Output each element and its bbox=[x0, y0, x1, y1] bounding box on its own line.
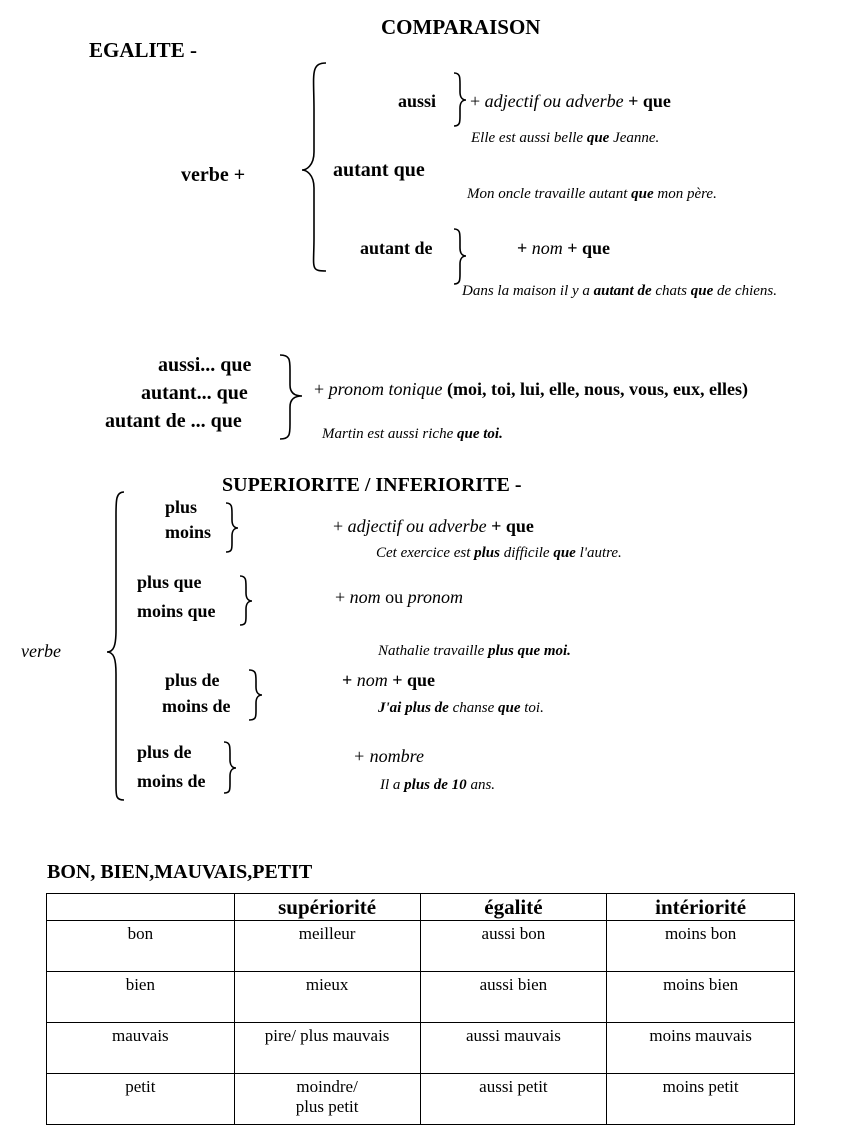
autant-que-ex-b: que bbox=[631, 186, 654, 202]
g2-word-plus-que: plus que bbox=[137, 572, 202, 592]
g1-rule-plus: + bbox=[333, 516, 344, 536]
pronom-ex-a: Martin est aussi riche bbox=[322, 426, 454, 442]
g2-rule-italic-pronom: pronom bbox=[407, 587, 463, 607]
g1-rule bbox=[333, 517, 534, 537]
table-cell: bon bbox=[47, 921, 235, 972]
aussi-rule-tail: + que bbox=[628, 91, 671, 111]
plus-de-brace-1 bbox=[249, 670, 262, 720]
aussi-word: aussi bbox=[398, 91, 437, 111]
g2-rule-italic-nom: nom bbox=[349, 587, 381, 607]
autant-de-word: autant de bbox=[360, 238, 433, 258]
superiorite-verbe-label: verbe bbox=[21, 641, 61, 661]
table-cell: petit bbox=[47, 1074, 235, 1125]
table-header-row bbox=[47, 894, 795, 921]
g1-rule-tail: + que bbox=[491, 516, 534, 536]
aussi-rule-italic: adjectif ou adverbe bbox=[484, 91, 624, 111]
table-cell: meilleur bbox=[234, 921, 420, 972]
pronom-example bbox=[322, 426, 503, 443]
g3-ex-d: toi. bbox=[524, 700, 544, 716]
table-cell: bien bbox=[47, 972, 235, 1023]
table-row bbox=[47, 972, 795, 1023]
g4-word-plus-de: plus de bbox=[137, 742, 192, 762]
g2-rule bbox=[335, 588, 463, 608]
g3-ex-a: J'ai plus de bbox=[378, 700, 449, 716]
autant-de-example bbox=[462, 283, 777, 300]
autant-de-ex-b: autant de bbox=[593, 283, 652, 299]
g4-ex-b: plus de 10 bbox=[404, 777, 467, 793]
comparison-table bbox=[46, 893, 795, 1125]
autant-de-rule bbox=[517, 239, 610, 259]
autant-de-ex-c: chats bbox=[655, 283, 688, 299]
g2-rule-ou: ou bbox=[385, 587, 404, 607]
table-cell: aussi mauvais bbox=[420, 1023, 607, 1074]
autant-de-rule-plus: + bbox=[517, 238, 528, 258]
table-cell: moins bon bbox=[607, 921, 795, 972]
table-header-superiorite: supériorité bbox=[234, 894, 420, 921]
g4-rule: + nombre bbox=[353, 746, 424, 766]
g1-word-moins: moins bbox=[165, 522, 212, 542]
egalite-left-brace bbox=[302, 63, 326, 271]
g3-rule-tail: + que bbox=[392, 670, 436, 690]
pronom-item-3: autant de ... que bbox=[105, 410, 242, 432]
table-cell: aussi bon bbox=[420, 921, 607, 972]
table-cell: moins mauvais bbox=[607, 1023, 795, 1074]
page-title: COMPARAISON bbox=[381, 15, 541, 39]
g4-ex-a: Il a bbox=[380, 777, 401, 793]
autant-de-ex-d: que bbox=[690, 283, 714, 299]
g1-word-plus: plus bbox=[165, 497, 198, 517]
g2-ex-a: Nathalie travaille bbox=[378, 643, 485, 659]
autant-que-ex-c: mon père. bbox=[657, 186, 717, 202]
g3-rule-italic: nom bbox=[356, 670, 388, 690]
plus-moins-brace bbox=[226, 503, 238, 552]
aussi-example bbox=[471, 130, 659, 147]
g1-ex-d: que bbox=[553, 545, 576, 561]
aussi-rule bbox=[470, 92, 671, 112]
autant-de-ex-a: Dans la maison il y a bbox=[462, 283, 590, 299]
g3-rule bbox=[342, 671, 435, 691]
autant-de-right-brace bbox=[454, 229, 466, 284]
g2-rule-plus: + bbox=[335, 587, 346, 607]
plus-que-brace bbox=[240, 576, 252, 625]
pronom-ex-b: que toi. bbox=[457, 426, 503, 442]
g1-rule-italic: adjectif ou adverbe bbox=[347, 516, 487, 536]
table-header-empty bbox=[47, 894, 235, 921]
g3-word-moins-de: moins de bbox=[162, 696, 231, 716]
pronom-rule-plus: + bbox=[314, 379, 325, 399]
table-heading: BON, BIEN,MAUVAIS,PETIT bbox=[47, 861, 313, 883]
g1-ex-e: l'autre. bbox=[579, 545, 622, 561]
g1-example bbox=[376, 545, 622, 562]
table-row bbox=[47, 1074, 795, 1125]
g2-ex-b: plus que moi. bbox=[488, 643, 571, 659]
table-header-interiorite: intériorité bbox=[607, 894, 795, 921]
g2-word-moins-que: moins que bbox=[137, 601, 216, 621]
autant-de-ex-e: de chiens. bbox=[717, 283, 778, 299]
pronom-rule-list: (moi, toi, lui, elle, nous, vous, eux, elles) bbox=[446, 379, 748, 399]
table-cell: aussi petit bbox=[420, 1074, 607, 1125]
table-cell: pire/ plus mauvais bbox=[234, 1023, 420, 1074]
aussi-ex-a: Elle est aussi belle bbox=[471, 130, 584, 146]
pronom-item-2: autant... que bbox=[141, 382, 248, 404]
egalite-heading: EGALITE - bbox=[89, 38, 197, 62]
aussi-ex-c: Jeanne. bbox=[613, 130, 660, 146]
g2-example bbox=[378, 643, 571, 660]
pronom-rule bbox=[314, 380, 748, 400]
autant-que-word: autant que bbox=[333, 159, 425, 181]
g4-example bbox=[380, 777, 495, 794]
table-cell: mieux bbox=[234, 972, 420, 1023]
g1-ex-b: plus bbox=[474, 545, 500, 561]
table-cell: mauvais bbox=[47, 1023, 235, 1074]
table-row bbox=[47, 1023, 795, 1074]
g3-ex-c: que bbox=[498, 700, 521, 716]
autant-que-ex-a: Mon oncle travaille autant bbox=[467, 186, 628, 202]
g1-ex-a: Cet exercice est bbox=[376, 545, 471, 561]
table-cell: aussi bien bbox=[420, 972, 607, 1023]
table-header-egalite: égalité bbox=[420, 894, 607, 921]
autant-que-example bbox=[467, 186, 717, 203]
g3-example bbox=[378, 700, 544, 717]
g3-rule-plus: + bbox=[342, 670, 353, 690]
plus-de-brace-2 bbox=[224, 742, 236, 793]
g4-word-moins-de: moins de bbox=[137, 771, 206, 791]
autant-de-rule-tail: + que bbox=[567, 238, 611, 258]
egalite-verbe-label: verbe + bbox=[181, 164, 246, 186]
g3-ex-b: chanse bbox=[452, 700, 495, 716]
table-cell: moins petit bbox=[607, 1074, 795, 1125]
g1-ex-c: difficile bbox=[503, 545, 550, 561]
g4-ex-c: ans. bbox=[470, 777, 496, 793]
aussi-right-brace bbox=[454, 73, 466, 126]
pronom-right-brace bbox=[280, 355, 302, 439]
autant-de-rule-italic: nom bbox=[531, 238, 563, 258]
aussi-rule-plus: + bbox=[470, 91, 481, 111]
table-cell: moindre/ plus petit bbox=[234, 1074, 420, 1125]
table-row bbox=[47, 921, 795, 972]
table-cell: moins bien bbox=[607, 972, 795, 1023]
superiorite-heading: SUPERIORITE / INFERIORITE - bbox=[222, 474, 522, 496]
pronom-rule-italic: pronom tonique bbox=[328, 379, 443, 399]
aussi-ex-b: que bbox=[586, 130, 610, 146]
superiorite-left-brace bbox=[107, 492, 124, 800]
pronom-item-1: aussi... que bbox=[158, 354, 252, 376]
g3-word-plus-de: plus de bbox=[165, 670, 220, 690]
